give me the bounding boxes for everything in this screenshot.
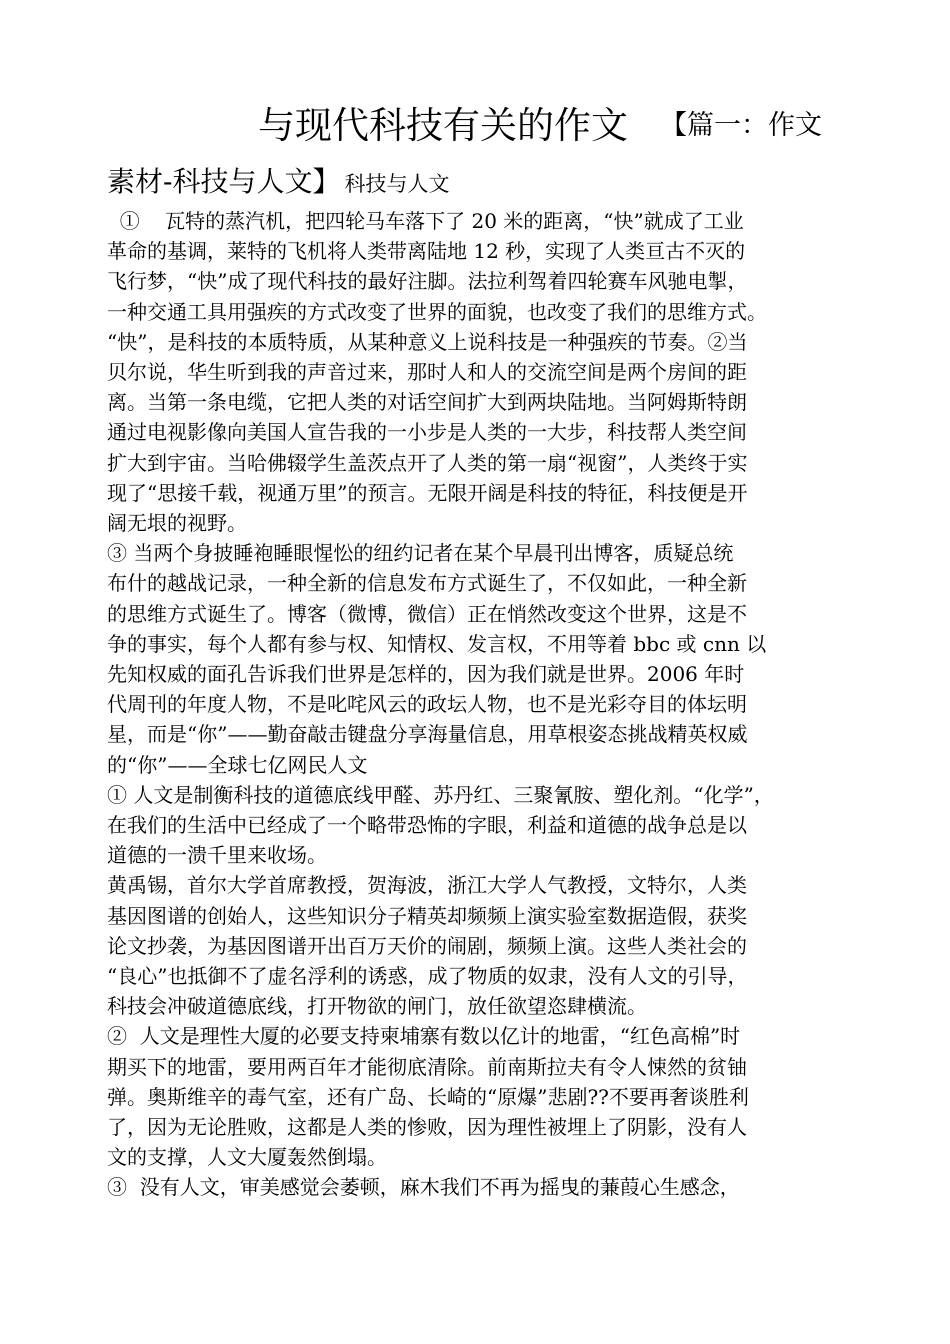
subtitle: 科技与人文: [344, 172, 450, 196]
text-line: 现了“思接千载，视通万里”的预言。无限开阔是科技的特征，科技便是开: [107, 480, 748, 505]
text-line: 贝尔说，华生听到我的声音过来，那时人和人的交流空间是两个房间的距: [107, 360, 747, 384]
text-line: 期买下的地雷，要用两百年才能彻底清除。前南斯拉夫有令人悚然的贫铀: [107, 1054, 747, 1079]
title-line-1: [0, 98, 950, 154]
document-title: 与现代科技有关的作文: [258, 104, 628, 147]
text-line: 了，因为无论胜败，这都是人类的惨败，因为理性被埋上了阴影，没有人: [107, 1115, 747, 1139]
text-line: 科技会冲破道德底线，打开物欲的闸门，放任欲望恣肆横流。: [107, 994, 647, 1019]
text-line: ① 瓦特的蒸汽机，把四轮马车落下了 20 米的距离，“快”就成了工业: [107, 209, 744, 233]
text-line: 争的事实，每个人都有参与权、知情权、发言权，不用等着 bbc 或 cnn 以: [107, 631, 767, 656]
text-line: 扩大到宇宙。当哈佛辍学生盖茨点开了人类的第一扇“视窗”，人类终于实: [107, 450, 748, 475]
text-line: 革命的基调，莱特的飞机将人类带离陆地 12 秒，实现了人类亘古不灭的: [107, 239, 746, 264]
title-line-2: [0, 158, 950, 206]
text-line: 的“你”——全球七亿网民人文: [107, 752, 368, 777]
text-line: 的思维方式诞生了。博客（微博，微信）正在悄然改变这个世界，这是不: [107, 601, 747, 626]
text-line: 飞行梦，“快”成了现代科技的最好注脚。法拉利驾着四轮赛车风驰电掣，: [107, 269, 748, 294]
text-line: ③ 没有人文，审美感觉会萎顿，麻木我们不再为摇曳的蒹葭心生感念，: [107, 1175, 740, 1200]
text-line: 先知权威的面孔告诉我们世界是怎样的，因为我们就是世界。2006 年时: [107, 662, 745, 686]
text-line: “快”，是科技的本质特质，从某种意义上说科技是一种强疾的节奏。②当: [107, 329, 748, 354]
text-line: 星，而是“你”——勤奋敲击键盘分享海量信息，用草根姿态挑战精英权威: [107, 722, 748, 747]
text-line: “良心”也抵御不了虚名浮利的诱惑，成了物质的奴隶，没有人文的引导，: [107, 964, 748, 988]
text-line: ② 人文是理性大厦的必要支持柬埔寨有数以亿计的地雷，“红色高棉”时: [107, 1024, 741, 1049]
text-line: ③ 当两个身披睡袍睡眼惺忪的纽约记者在某个早晨刊出博客，质疑总统: [107, 541, 734, 566]
text-line: 论文抄袭，为基因图谱开出百万天价的闹剧，频频上演。这些人类社会的: [107, 933, 747, 958]
text-line: 阔无垠的视野。: [107, 511, 247, 535]
text-line: 代周刊的年度人物，不是叱咤风云的政坛人物，也不是光彩夺目的体坛明: [107, 692, 747, 717]
text-line: 道德的一溃千里来收场。: [107, 843, 327, 868]
text-line: 通过电视影像向美国人宣告我的一小步是人类的一大步，科技帮人类空间: [107, 420, 747, 445]
title-bracket-part1: 【篇一：作文: [660, 110, 822, 141]
text-line: 黄禹锡，首尔大学首席教授，贺海波，浙江大学人气教授，文特尔，人类: [107, 873, 747, 898]
title-bracket-part2: 素材-科技与人文】: [107, 165, 341, 198]
text-line: 弹。奥斯维辛的毒气室，还有广岛、长崎的“原爆”悲剧??不要再奢谈胜利: [107, 1084, 749, 1109]
text-line: 离。当第一条电缆，它把人类的对话空间扩大到两块陆地。当阿姆斯特朗: [107, 390, 747, 415]
text-line: 文的支撑，人文大厦轰然倒塌。: [107, 1145, 387, 1170]
text-line: ① 人文是制衡科技的道德底线甲醛、苏丹红、三聚氰胺、塑化剂。“化学”，: [107, 782, 774, 807]
text-line: 在我们的生活中已经成了一个略带恐怖的字眼，利益和道德的战争总是以: [107, 813, 747, 837]
text-line: 基因图谱的创始人，这些知识分子精英却频频上演实验室数据造假，获奖: [107, 903, 747, 928]
text-line: 布什的越战记录，一种全新的信息发布方式诞生了，不仅如此，一种全新: [107, 571, 747, 596]
text-line: 一种交通工具用强疾的方式改变了世界的面貌，也改变了我们的思维方式。: [107, 299, 767, 324]
